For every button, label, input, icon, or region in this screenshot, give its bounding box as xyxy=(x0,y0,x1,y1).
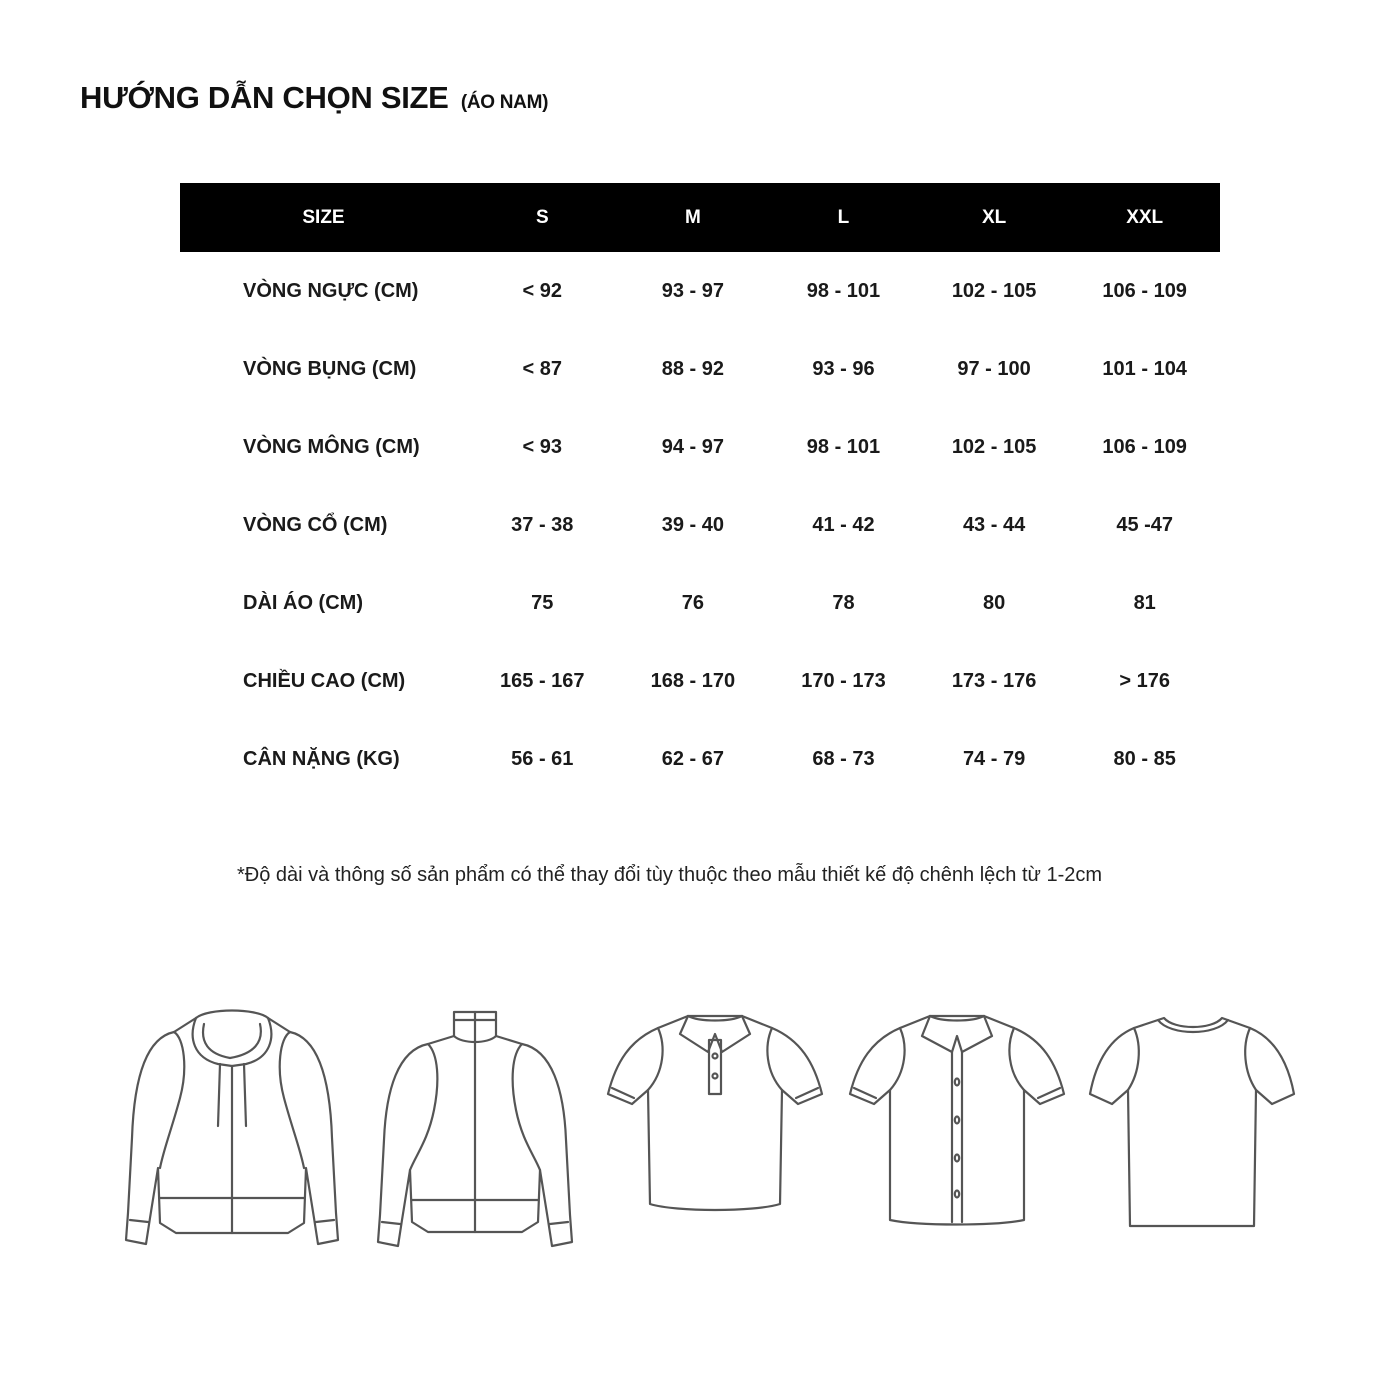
title-main: HƯỚNG DẪN CHỌN SIZE xyxy=(80,80,449,115)
header-l: L xyxy=(768,183,919,252)
table-cell: 93 - 97 xyxy=(661,279,725,302)
row-label: VÒNG MÔNG (CM) xyxy=(243,435,420,458)
t-shirt-icon xyxy=(1088,1014,1298,1232)
table-cell: < 87 xyxy=(522,357,563,380)
table-cell: > 176 xyxy=(1119,669,1170,692)
header-xxl: XXL xyxy=(1069,183,1220,252)
table-cell: 170 - 173 xyxy=(801,669,886,692)
row-label: VÒNG BỤNG (CM) xyxy=(243,357,417,380)
header-s: S xyxy=(467,183,618,252)
table-cell: 88 - 92 xyxy=(661,357,725,380)
table-cell: 94 - 97 xyxy=(661,435,725,458)
header-xl: XL xyxy=(919,183,1070,252)
table-row xyxy=(180,486,1220,564)
table-row xyxy=(180,408,1220,486)
table-header-row xyxy=(180,183,1220,252)
table-cell: 43 - 44 xyxy=(962,513,1026,536)
table-cell: 75 xyxy=(531,591,554,614)
header-m: M xyxy=(618,183,769,252)
table-cell: 68 - 73 xyxy=(812,747,875,770)
table-cell: < 92 xyxy=(522,279,563,302)
table-cell: 56 - 61 xyxy=(511,747,574,770)
table-row xyxy=(180,330,1220,408)
header-size: SIZE xyxy=(180,183,467,252)
table-cell: < 93 xyxy=(522,435,563,458)
table-cell: 98 - 101 xyxy=(806,279,881,302)
table-cell: 106 - 109 xyxy=(1102,435,1187,458)
size-note: *Độ dài và thông số sản phẩm có thể thay đổi tùy thuộc theo mẫu thiết kế độ chênh lệch từ 1-2cm xyxy=(237,864,1103,886)
row-label: CHIỀU CAO (CM) xyxy=(243,669,406,692)
table-cell: 39 - 40 xyxy=(661,513,725,536)
row-label: DÀI ÁO (CM) xyxy=(243,591,363,614)
table-row xyxy=(180,564,1220,642)
hoodie-icon xyxy=(118,1008,346,1248)
table-cell: 37 - 38 xyxy=(511,513,574,536)
title-subtitle: (ÁO NAM) xyxy=(460,92,549,113)
table-row xyxy=(180,252,1220,330)
table-cell: 93 - 96 xyxy=(812,357,875,380)
row-label: CÂN NẶNG (KG) xyxy=(243,747,400,770)
table-cell: 98 - 101 xyxy=(806,435,881,458)
table-cell: 74 - 79 xyxy=(962,747,1026,770)
page-title xyxy=(80,80,548,116)
table-cell: 101 - 104 xyxy=(1102,357,1187,380)
table-cell: 165 - 167 xyxy=(500,669,585,692)
table-cell: 173 - 176 xyxy=(951,669,1037,692)
button-shirt-icon xyxy=(846,1012,1068,1232)
table-cell: 41 - 42 xyxy=(812,513,875,536)
table-cell: 78 xyxy=(832,591,855,614)
table-cell: 97 - 100 xyxy=(957,357,1031,380)
table-row xyxy=(180,720,1220,798)
table-cell: 102 - 105 xyxy=(951,279,1037,302)
table-cell: 81 xyxy=(1133,591,1156,614)
table-cell: 102 - 105 xyxy=(951,435,1037,458)
table-cell: 62 - 67 xyxy=(661,747,725,770)
size-chart-table xyxy=(180,183,1220,798)
garment-illustrations xyxy=(0,990,1400,1270)
table-cell: 106 - 109 xyxy=(1102,279,1187,302)
row-label: VÒNG NGỰC (CM) xyxy=(243,279,419,302)
table-row xyxy=(180,642,1220,720)
table-cell: 168 - 170 xyxy=(650,669,736,692)
table-cell: 80 - 85 xyxy=(1113,747,1176,770)
row-label: VÒNG CỔ (CM) xyxy=(243,513,388,536)
table-cell: 76 xyxy=(681,591,705,614)
table-cell: 45 -47 xyxy=(1116,513,1174,536)
track-jacket-icon xyxy=(372,1010,578,1248)
polo-shirt-icon xyxy=(604,1012,826,1224)
table-cell: 80 xyxy=(982,591,1006,614)
